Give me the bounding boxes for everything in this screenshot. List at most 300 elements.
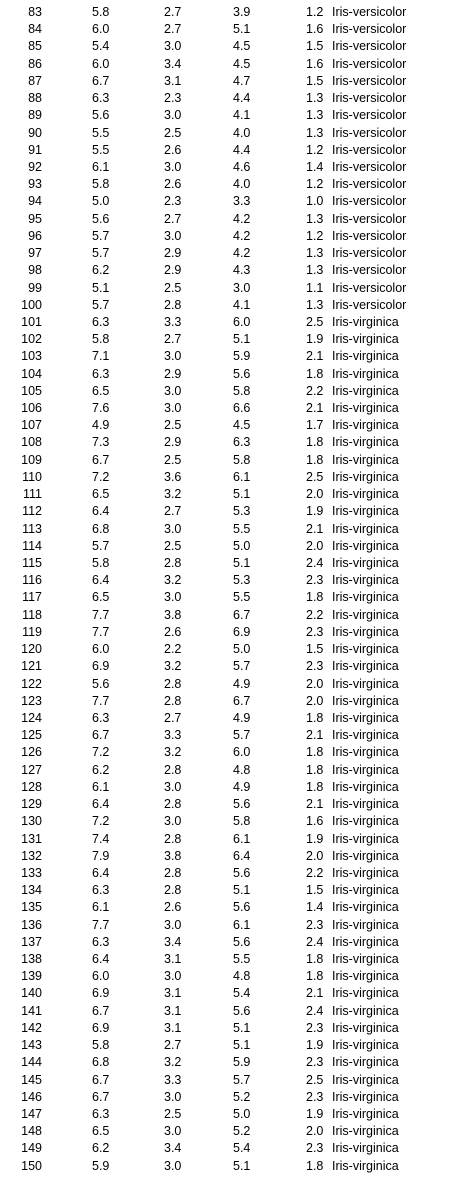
- petal-width-cell: 2.2: [306, 607, 324, 622]
- row-number-cell: 104: [21, 366, 42, 381]
- row-number-cell: 108: [21, 435, 42, 450]
- sepal-length-cell: 7.2: [92, 814, 110, 829]
- petal-width-cell: 1.5: [306, 883, 324, 898]
- sepal-width-cell: 2.8: [164, 831, 182, 846]
- species-cell: Iris-virginica: [332, 469, 399, 484]
- petal-width-cell: 1.7: [306, 418, 324, 433]
- sepal-width-cell: 2.8: [164, 556, 182, 570]
- row-number-cell: 136: [21, 917, 42, 932]
- row-number-cell: 125: [21, 728, 42, 743]
- sepal-length-cell: 5.8: [92, 556, 110, 570]
- table-row: [0, 813, 458, 830]
- species-cell: Iris-virginica: [332, 556, 399, 570]
- species-cell: Iris-versicolor: [332, 297, 407, 312]
- petal-length-cell: 5.0: [233, 1107, 251, 1121]
- petal-length-cell: 5.1: [233, 556, 251, 570]
- row-number-cell: 93: [28, 177, 42, 192]
- sepal-width-cell: 3.0: [164, 39, 182, 54]
- row-number-cell: 100: [21, 297, 42, 312]
- row-number-cell: 94: [28, 194, 42, 209]
- species-cell: Iris-virginica: [332, 314, 399, 329]
- row-number-cell: 119: [22, 624, 42, 639]
- sepal-length-cell: 6.0: [92, 969, 110, 984]
- table-row: [0, 1054, 458, 1071]
- sepal-length-cell: 7.2: [92, 745, 110, 760]
- species-cell: Iris-versicolor: [332, 5, 407, 19]
- sepal-length-cell: 5.7: [92, 297, 110, 312]
- sepal-length-cell: 5.0: [92, 194, 110, 209]
- species-cell: Iris-virginica: [332, 969, 399, 984]
- petal-width-cell: 2.1: [306, 986, 324, 1001]
- row-number-cell: 130: [21, 814, 42, 829]
- sepal-length-cell: 6.5: [92, 590, 110, 605]
- petal-width-cell: 1.3: [306, 246, 324, 261]
- sepal-width-cell: 2.9: [164, 263, 182, 278]
- species-cell: Iris-versicolor: [332, 142, 407, 157]
- sepal-width-cell: 3.0: [164, 590, 182, 605]
- sepal-width-cell: 2.5: [164, 452, 182, 467]
- sepal-width-cell: 2.8: [164, 297, 182, 312]
- row-number-cell: 148: [21, 1124, 42, 1139]
- species-cell: Iris-virginica: [332, 1124, 399, 1139]
- species-cell: Iris-virginica: [332, 1072, 399, 1087]
- table-row: [0, 951, 458, 968]
- petal-width-cell: 1.8: [306, 590, 324, 605]
- row-number-cell: 97: [28, 246, 42, 261]
- petal-length-cell: 6.1: [233, 831, 251, 846]
- table-row: [0, 176, 458, 193]
- petal-width-cell: 1.8: [306, 452, 324, 467]
- table-row: [0, 796, 458, 813]
- species-cell: Iris-virginica: [332, 418, 399, 433]
- petal-width-cell: 1.5: [306, 73, 324, 88]
- petal-length-cell: 4.8: [233, 762, 251, 777]
- row-number-cell: 149: [21, 1141, 42, 1156]
- petal-width-cell: 2.3: [306, 1089, 324, 1104]
- petal-length-cell: 5.4: [233, 1141, 251, 1156]
- petal-length-cell: 5.1: [233, 332, 251, 347]
- petal-width-cell: 2.5: [306, 314, 324, 329]
- sepal-width-cell: 3.0: [164, 228, 182, 243]
- petal-length-cell: 3.3: [233, 194, 251, 209]
- sepal-length-cell: 6.4: [92, 504, 110, 519]
- petal-width-cell: 2.3: [306, 1055, 324, 1070]
- sepal-width-cell: 3.3: [164, 314, 182, 329]
- petal-length-cell: 5.0: [233, 538, 251, 553]
- petal-length-cell: 5.2: [233, 1089, 251, 1104]
- sepal-width-cell: 3.0: [164, 814, 182, 829]
- sepal-length-cell: 6.5: [92, 383, 110, 398]
- petal-width-cell: 1.9: [306, 1107, 324, 1121]
- species-cell: Iris-versicolor: [332, 280, 407, 295]
- row-number-cell: 88: [28, 91, 42, 106]
- sepal-width-cell: 2.7: [164, 5, 182, 19]
- species-cell: Iris-virginica: [332, 1038, 399, 1053]
- table-row: [0, 383, 458, 400]
- species-cell: Iris-versicolor: [332, 246, 407, 261]
- species-cell: Iris-virginica: [332, 1089, 399, 1104]
- sepal-width-cell: 3.0: [164, 969, 182, 984]
- sepal-length-cell: 5.5: [92, 125, 110, 140]
- petal-width-cell: 1.3: [306, 263, 324, 278]
- petal-width-cell: 2.0: [306, 676, 324, 691]
- petal-length-cell: 5.5: [233, 952, 251, 967]
- species-cell: Iris-versicolor: [332, 56, 407, 71]
- row-number-cell: 132: [21, 848, 42, 863]
- sepal-length-cell: 6.7: [92, 73, 110, 88]
- sepal-width-cell: 3.1: [164, 73, 182, 88]
- sepal-length-cell: 5.6: [92, 108, 110, 123]
- sepal-length-cell: 6.2: [92, 762, 110, 777]
- species-cell: Iris-versicolor: [332, 73, 407, 88]
- sepal-length-cell: 5.8: [92, 5, 110, 19]
- sepal-length-cell: 6.8: [92, 1055, 110, 1070]
- petal-length-cell: 6.6: [233, 401, 251, 416]
- row-number-cell: 99: [28, 280, 42, 295]
- table-row: [0, 848, 458, 865]
- sepal-length-cell: 5.6: [92, 676, 110, 691]
- row-number-cell: 126: [21, 745, 42, 760]
- sepal-length-cell: 5.7: [92, 538, 110, 553]
- sepal-length-cell: 6.3: [92, 314, 110, 329]
- sepal-width-cell: 2.8: [164, 865, 182, 880]
- sepal-length-cell: 7.2: [92, 469, 110, 484]
- species-cell: Iris-virginica: [332, 934, 399, 949]
- sepal-width-cell: 2.8: [164, 883, 182, 898]
- sepal-width-cell: 3.0: [164, 108, 182, 123]
- petal-width-cell: 1.3: [306, 108, 324, 123]
- row-number-cell: 115: [22, 556, 42, 570]
- petal-length-cell: 6.1: [233, 469, 251, 484]
- petal-length-cell: 5.1: [233, 1158, 251, 1173]
- table-row: [0, 486, 458, 503]
- table-row: [0, 762, 458, 779]
- sepal-length-cell: 6.7: [92, 1072, 110, 1087]
- petal-length-cell: 6.4: [233, 848, 251, 863]
- petal-length-cell: 4.1: [233, 108, 251, 123]
- row-number-cell: 133: [21, 865, 42, 880]
- sepal-length-cell: 6.9: [92, 1020, 110, 1035]
- table-row: [0, 882, 458, 899]
- petal-length-cell: 4.8: [233, 969, 251, 984]
- species-cell: Iris-virginica: [332, 848, 399, 863]
- petal-length-cell: 4.4: [233, 91, 251, 106]
- table-row: [0, 555, 458, 572]
- sepal-width-cell: 3.0: [164, 1089, 182, 1104]
- sepal-width-cell: 3.0: [164, 383, 182, 398]
- petal-width-cell: 2.2: [306, 865, 324, 880]
- petal-length-cell: 4.2: [233, 228, 251, 243]
- table-row: [0, 417, 458, 434]
- petal-width-cell: 1.5: [306, 642, 324, 657]
- table-row: [0, 21, 458, 38]
- sepal-width-cell: 2.7: [164, 710, 182, 725]
- sepal-width-cell: 3.0: [164, 917, 182, 932]
- petal-length-cell: 4.9: [233, 676, 251, 691]
- petal-length-cell: 4.0: [233, 177, 251, 192]
- petal-width-cell: 1.8: [306, 952, 324, 967]
- table-row: [0, 1037, 458, 1054]
- species-cell: Iris-virginica: [332, 1141, 399, 1156]
- table-row: [0, 262, 458, 279]
- species-cell: Iris-virginica: [332, 676, 399, 691]
- species-cell: Iris-virginica: [332, 366, 399, 381]
- species-cell: Iris-versicolor: [332, 125, 407, 140]
- species-cell: Iris-virginica: [332, 745, 399, 760]
- table-row: [0, 658, 458, 675]
- petal-width-cell: 1.8: [306, 779, 324, 794]
- row-number-cell: 113: [22, 521, 42, 536]
- petal-length-cell: 4.0: [233, 125, 251, 140]
- row-number-cell: 134: [21, 883, 42, 898]
- petal-width-cell: 1.1: [306, 280, 324, 295]
- petal-length-cell: 6.9: [233, 624, 251, 639]
- sepal-width-cell: 2.2: [164, 642, 182, 657]
- petal-width-cell: 2.1: [306, 401, 324, 416]
- row-number-cell: 107: [21, 418, 42, 433]
- row-number-cell: 142: [21, 1020, 42, 1035]
- row-number-cell: 91: [28, 142, 42, 157]
- petal-width-cell: 2.5: [306, 1072, 324, 1087]
- sepal-width-cell: 3.2: [164, 573, 182, 588]
- sepal-width-cell: 2.8: [164, 676, 182, 691]
- petal-width-cell: 2.4: [306, 934, 324, 949]
- sepal-width-cell: 3.2: [164, 487, 182, 502]
- petal-length-cell: 5.5: [233, 521, 251, 536]
- petal-width-cell: 1.8: [306, 366, 324, 381]
- species-cell: Iris-virginica: [332, 642, 399, 657]
- sepal-width-cell: 2.5: [164, 538, 182, 553]
- species-cell: Iris-virginica: [332, 383, 399, 398]
- petal-width-cell: 2.3: [306, 573, 324, 588]
- species-cell: Iris-versicolor: [332, 108, 407, 123]
- species-cell: Iris-virginica: [332, 952, 399, 967]
- table-row: [0, 1003, 458, 1020]
- sepal-length-cell: 6.2: [92, 263, 110, 278]
- petal-width-cell: 2.4: [306, 1003, 324, 1018]
- table-row: [0, 693, 458, 710]
- table-row: [0, 228, 458, 245]
- species-cell: Iris-virginica: [332, 504, 399, 519]
- petal-width-cell: 2.3: [306, 624, 324, 639]
- species-cell: Iris-virginica: [332, 349, 399, 364]
- petal-width-cell: 2.0: [306, 487, 324, 502]
- petal-length-cell: 4.7: [233, 73, 251, 88]
- species-cell: Iris-versicolor: [332, 177, 407, 192]
- petal-length-cell: 6.7: [233, 693, 251, 708]
- table-row: [0, 985, 458, 1002]
- species-cell: Iris-virginica: [332, 452, 399, 467]
- table-row: [0, 727, 458, 744]
- petal-width-cell: 1.8: [306, 762, 324, 777]
- sepal-length-cell: 6.3: [92, 934, 110, 949]
- sepal-length-cell: 5.6: [92, 211, 110, 226]
- sepal-length-cell: 6.3: [92, 1107, 110, 1121]
- sepal-length-cell: 6.7: [92, 452, 110, 467]
- species-cell: Iris-versicolor: [332, 194, 407, 209]
- sepal-width-cell: 2.3: [164, 91, 182, 106]
- row-number-cell: 139: [21, 969, 42, 984]
- row-number-cell: 122: [21, 676, 42, 691]
- row-number-cell: 101: [21, 314, 42, 329]
- table-row: [0, 280, 458, 297]
- sepal-width-cell: 3.0: [164, 349, 182, 364]
- sepal-width-cell: 2.5: [164, 125, 182, 140]
- sepal-width-cell: 3.1: [164, 986, 182, 1001]
- sepal-length-cell: 5.8: [92, 332, 110, 347]
- petal-length-cell: 5.9: [233, 1055, 251, 1070]
- species-cell: Iris-versicolor: [332, 159, 407, 174]
- sepal-length-cell: 5.1: [92, 280, 110, 295]
- species-cell: Iris-virginica: [332, 797, 399, 812]
- sepal-length-cell: 6.5: [92, 487, 110, 502]
- sepal-width-cell: 3.6: [164, 469, 182, 484]
- sepal-width-cell: 3.0: [164, 521, 182, 536]
- petal-length-cell: 5.6: [233, 797, 251, 812]
- sepal-width-cell: 2.7: [164, 1038, 182, 1053]
- sepal-length-cell: 7.1: [92, 349, 110, 364]
- row-number-cell: 138: [21, 952, 42, 967]
- species-cell: Iris-versicolor: [332, 91, 407, 106]
- petal-length-cell: 5.4: [233, 986, 251, 1001]
- petal-width-cell: 2.0: [306, 848, 324, 863]
- petal-width-cell: 1.3: [306, 125, 324, 140]
- sepal-width-cell: 3.0: [164, 1158, 182, 1173]
- sepal-length-cell: 7.9: [92, 848, 110, 863]
- species-cell: Iris-virginica: [332, 1055, 399, 1070]
- sepal-length-cell: 7.3: [92, 435, 110, 450]
- row-number-cell: 121: [21, 659, 42, 674]
- petal-length-cell: 4.5: [233, 39, 251, 54]
- table-row: [0, 38, 458, 55]
- species-cell: Iris-virginica: [332, 779, 399, 794]
- sepal-width-cell: 3.4: [164, 934, 182, 949]
- row-number-cell: 143: [21, 1038, 42, 1053]
- petal-length-cell: 5.1: [233, 487, 251, 502]
- sepal-length-cell: 6.9: [92, 986, 110, 1001]
- petal-width-cell: 1.9: [306, 1038, 324, 1053]
- petal-length-cell: 5.6: [233, 366, 251, 381]
- table-row: [0, 125, 458, 142]
- petal-width-cell: 2.3: [306, 1141, 324, 1156]
- sepal-length-cell: 6.0: [92, 642, 110, 657]
- table-row: [0, 1140, 458, 1157]
- petal-width-cell: 2.1: [306, 349, 324, 364]
- petal-length-cell: 5.7: [233, 1072, 251, 1087]
- sepal-width-cell: 2.7: [164, 22, 182, 37]
- table-row: [0, 641, 458, 658]
- petal-width-cell: 1.9: [306, 332, 324, 347]
- row-number-cell: 128: [21, 779, 42, 794]
- petal-length-cell: 5.5: [233, 590, 251, 605]
- petal-width-cell: 2.1: [306, 728, 324, 743]
- petal-length-cell: 6.1: [233, 917, 251, 932]
- petal-width-cell: 2.3: [306, 659, 324, 674]
- sepal-width-cell: 3.1: [164, 952, 182, 967]
- table-row: [0, 779, 458, 796]
- table-row: [0, 865, 458, 882]
- species-cell: Iris-versicolor: [332, 228, 407, 243]
- species-cell: Iris-virginica: [332, 1020, 399, 1035]
- sepal-length-cell: 5.7: [92, 228, 110, 243]
- row-number-cell: 86: [28, 56, 42, 71]
- table-row: [0, 434, 458, 451]
- petal-length-cell: 4.5: [233, 418, 251, 433]
- petal-length-cell: 5.1: [233, 22, 251, 37]
- sepal-length-cell: 5.8: [92, 1038, 110, 1053]
- table-row: [0, 917, 458, 934]
- table-row: [0, 607, 458, 624]
- sepal-width-cell: 2.5: [164, 280, 182, 295]
- sepal-width-cell: 2.7: [164, 211, 182, 226]
- petal-length-cell: 5.8: [233, 383, 251, 398]
- petal-length-cell: 6.7: [233, 607, 251, 622]
- petal-width-cell: 1.8: [306, 710, 324, 725]
- table-row: [0, 1089, 458, 1106]
- petal-length-cell: 4.3: [233, 263, 251, 278]
- row-number-cell: 129: [21, 797, 42, 812]
- row-number-cell: 83: [28, 5, 42, 19]
- table-row: [0, 400, 458, 417]
- sepal-length-cell: 6.0: [92, 22, 110, 37]
- petal-length-cell: 5.2: [233, 1124, 251, 1139]
- table-row: [0, 572, 458, 589]
- petal-width-cell: 1.8: [306, 1158, 324, 1173]
- table-row: [0, 538, 458, 555]
- petal-length-cell: 5.6: [233, 900, 251, 915]
- table-row: [0, 314, 458, 331]
- petal-width-cell: 2.1: [306, 521, 324, 536]
- petal-length-cell: 5.3: [233, 504, 251, 519]
- sepal-width-cell: 2.7: [164, 504, 182, 519]
- species-cell: Iris-virginica: [332, 831, 399, 846]
- petal-length-cell: 3.9: [233, 5, 251, 19]
- sepal-width-cell: 3.2: [164, 745, 182, 760]
- table-row: [0, 142, 458, 159]
- petal-width-cell: 1.3: [306, 297, 324, 312]
- petal-length-cell: 5.8: [233, 452, 251, 467]
- sepal-length-cell: 4.9: [92, 418, 110, 433]
- table-row: [0, 1020, 458, 1037]
- sepal-width-cell: 2.8: [164, 762, 182, 777]
- table-row: [0, 90, 458, 107]
- row-number-cell: 131: [21, 831, 42, 846]
- table-row: [0, 968, 458, 985]
- table-row: [0, 589, 458, 606]
- row-number-cell: 90: [28, 125, 42, 140]
- sepal-width-cell: 2.3: [164, 194, 182, 209]
- petal-length-cell: 6.0: [233, 314, 251, 329]
- sepal-width-cell: 2.6: [164, 177, 182, 192]
- sepal-width-cell: 2.6: [164, 142, 182, 157]
- species-cell: Iris-virginica: [332, 487, 399, 502]
- petal-length-cell: 4.9: [233, 710, 251, 725]
- sepal-width-cell: 3.2: [164, 1055, 182, 1070]
- sepal-length-cell: 7.7: [92, 624, 110, 639]
- petal-width-cell: 1.6: [306, 22, 324, 37]
- petal-length-cell: 4.6: [233, 159, 251, 174]
- row-number-cell: 87: [28, 73, 42, 88]
- sepal-length-cell: 5.8: [92, 177, 110, 192]
- species-cell: Iris-virginica: [332, 538, 399, 553]
- petal-length-cell: 5.6: [233, 1003, 251, 1018]
- table-row: [0, 1123, 458, 1140]
- sepal-length-cell: 6.4: [92, 797, 110, 812]
- petal-length-cell: 4.9: [233, 779, 251, 794]
- petal-length-cell: 4.4: [233, 142, 251, 157]
- sepal-length-cell: 7.4: [92, 831, 110, 846]
- species-cell: Iris-virginica: [332, 573, 399, 588]
